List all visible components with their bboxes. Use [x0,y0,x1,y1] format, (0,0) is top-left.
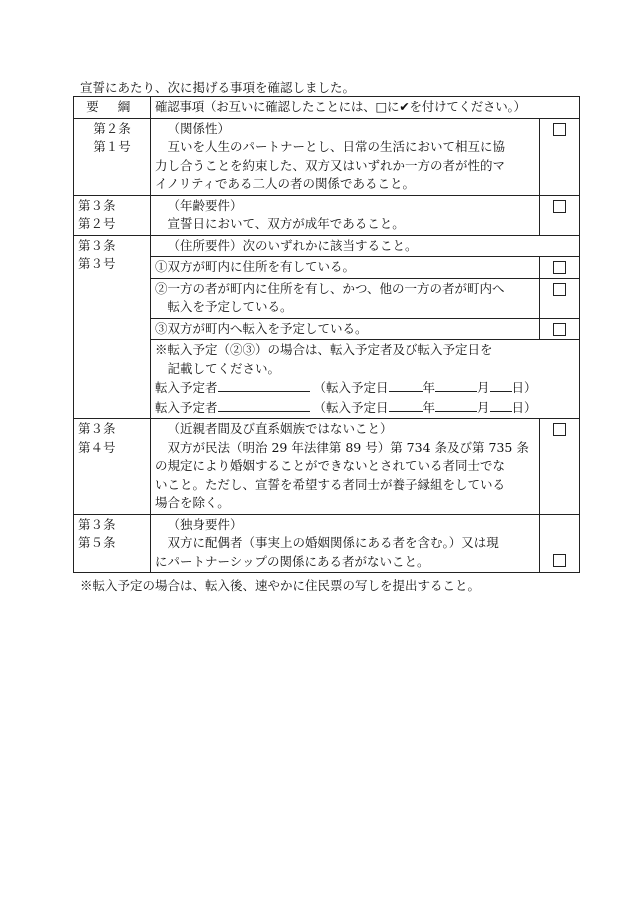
section-age [74,195,580,235]
item-line: の規定により婚姻することができないとされている者同士でな [155,458,506,473]
item-title-cell [151,235,580,257]
article-line: 第２号 [78,216,116,231]
checkbox-cell [539,318,579,340]
item-content [151,195,540,235]
option-line: 転入を予定している。 [167,299,293,314]
move-year-field-2[interactable] [389,398,423,412]
item-content [151,419,540,515]
section-address [74,235,580,257]
item-line: 互いを人生のパートナーとし、日常の生活において相互に協 [167,139,506,154]
article-label [74,118,151,195]
address-option [151,278,540,318]
checkbox-cell [539,419,579,515]
entry-label: 転入予定者 [155,380,218,395]
item-title: （関係性） [167,120,231,136]
checkbox-option-2[interactable] [553,283,566,296]
mover-name-field-1[interactable] [218,378,310,392]
item-title: （年齢要件） [167,197,243,213]
article-line: 第３条 [78,197,116,213]
item-line: 宣誓日において、双方が成年であること。 [167,216,405,231]
table-header-row [74,97,580,119]
move-year-field-1[interactable] [389,378,423,392]
footer-note: ※転入予定の場合は、転入後、速やかに住民票の写しを提出すること。 [80,578,481,593]
article-label [74,514,151,573]
item-line: いこと。ただし、宣誓を希望する者同士が養子縁組をしている [155,476,506,492]
confirmation-table [73,96,580,573]
address-option [151,318,540,340]
year-label: 年 [422,380,436,395]
section-relationship [74,118,580,195]
item-line: 力し合うことを約束した、双方又はいずれか一方の者が性的マ [155,157,506,173]
day-label: 日） [511,399,537,415]
section-single [74,514,580,573]
item-content [151,118,540,195]
section-kinship [74,419,580,515]
article-label [74,419,151,515]
item-title: （住所要件）次のいずれかに該当すること。 [167,237,418,253]
article-line: 第３条 [78,516,116,532]
option-line: ①双方が町内に住所を有している。 [155,259,356,274]
intro-text: 宣誓にあたり、次に掲げる事項を確認しました。 [80,80,356,95]
entry-date-label: （転入予定日 [313,399,389,415]
checkbox-cell [539,118,579,195]
item-title: （近親者間及び直系姻族ではないこと） [167,421,393,436]
checkbox-cell [539,278,579,318]
article-line: 第３号 [78,256,116,271]
entry-label: 転入予定者 [155,399,218,415]
header-outline: 要 綱 [74,97,151,119]
entry-date-label: （転入予定日 [313,380,389,395]
item-content [151,514,540,573]
address-option [151,257,540,279]
item-title: （独身要件） [167,516,243,532]
year-label: 年 [422,399,436,415]
checkbox-cell [539,257,579,279]
day-label: 日） [511,380,537,395]
month-label: 月 [477,399,490,415]
article-label [74,195,151,235]
item-line: イノリティである二人の者の関係であること。 [155,176,416,191]
move-day-field-1[interactable] [490,378,512,392]
item-line: 双方に配偶者（事実上の婚姻関係にある者を含む。）又は現 [167,535,499,550]
checkbox-relationship[interactable] [553,123,566,136]
article-label [74,235,151,419]
item-line: 場合を除く。 [155,495,230,510]
move-month-field-2[interactable] [435,398,477,412]
header-items: 確認事項（お互いに確認したことには、□に✔を付けてください。） [151,97,580,119]
article-line: 第２条 [93,120,131,136]
checkbox-cell [539,514,579,573]
checkbox-option-1[interactable] [553,261,566,274]
move-month-field-1[interactable] [435,378,477,392]
article-line: 第５条 [78,535,116,550]
month-label: 月 [477,380,490,395]
checkbox-kinship[interactable] [553,423,566,436]
article-line: 第３条 [78,421,116,436]
article-line: 第１号 [93,139,131,154]
checkbox-option-3[interactable] [553,323,566,336]
note-line: ※転入予定（②③）の場合は、転入予定者及び転入予定日を [155,342,493,357]
checkbox-cell [539,195,579,235]
option-line: ③双方が町内へ転入を予定している。 [155,320,368,336]
item-line: にパートナーシップの関係にある者がないこと。 [155,553,430,569]
move-day-field-2[interactable] [490,398,512,412]
address-note [151,340,580,419]
article-line: 第４号 [78,439,116,455]
checkbox-age[interactable] [553,200,566,213]
note-line: 記載してください。 [167,360,281,376]
item-line: 双方が民法（明治 29 年法律第 89 号）第 734 条及び第 735 条 [167,439,529,455]
checkbox-single[interactable] [553,554,566,567]
moving-entry-2 [155,398,575,418]
moving-entry-1 [155,378,575,398]
article-line: 第３条 [78,237,116,253]
option-line: ②一方の者が町内に住所を有し、かつ、他の一方の者が町内へ [155,280,505,296]
mover-name-field-2[interactable] [218,398,310,412]
